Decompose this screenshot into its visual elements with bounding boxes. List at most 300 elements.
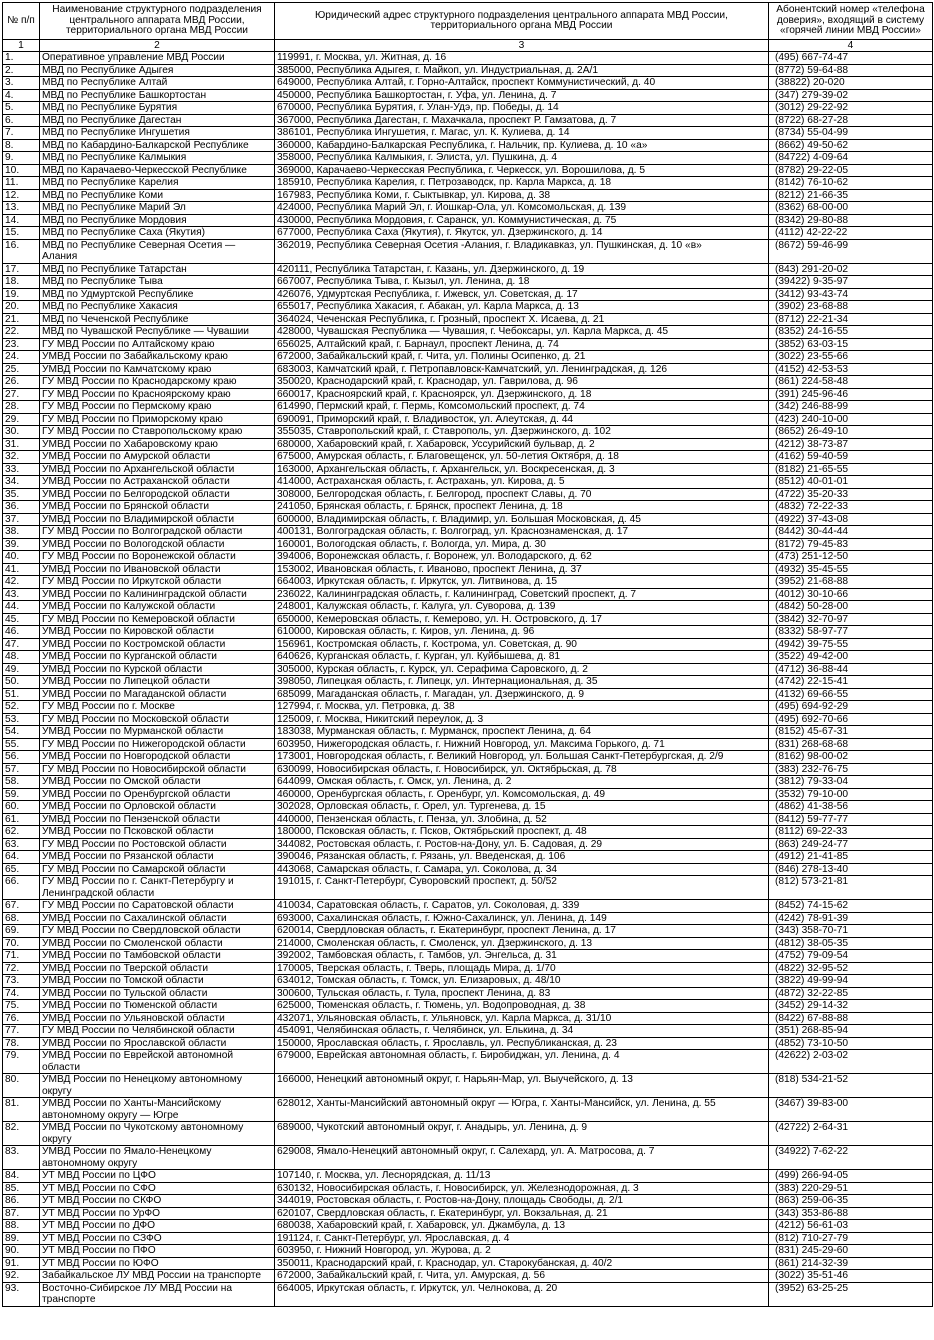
row-number-cell: 72. [3, 962, 40, 975]
legal-address-cell: 385000, Республика Адыгея, г. Майкоп, ул. Индустриальная, д. 2А/1 [275, 64, 769, 77]
row-number-cell: 57. [3, 763, 40, 776]
row-number-cell: 76. [3, 1012, 40, 1025]
row-number-cell: 27. [3, 388, 40, 401]
legal-address-cell: 630132, Новосибирская область, г. Новосибирск, ул. Железнодорожная, д. 3 [275, 1182, 769, 1195]
hotline-phone-cell: (8362) 68-00-00 [769, 202, 933, 215]
department-name-cell: УМВД России по Белгородской области [40, 488, 275, 501]
department-name-cell: УМВД России по Тверской области [40, 962, 275, 975]
table-row [3, 925, 933, 938]
department-name-cell: ГУ МВД России по Свердловской области [40, 925, 275, 938]
department-name-cell: УТ МВД России по СФО [40, 1182, 275, 1195]
department-name-cell: МВД по Республике Калмыкия [40, 152, 275, 165]
legal-address-cell: 125009, г. Москва, Никитский переулок, д. 3 [275, 713, 769, 726]
hotline-phone-cell: (846) 278-13-40 [769, 863, 933, 876]
table-row [3, 388, 933, 401]
hotline-phone-cell: (4822) 32-95-52 [769, 962, 933, 975]
row-number-cell: 20. [3, 301, 40, 314]
department-name-cell: УМВД России по Тульской области [40, 987, 275, 1000]
legal-address-cell: 350020, Краснодарский край, г. Краснодар, ул. Гаврилова, д. 96 [275, 376, 769, 389]
legal-address-cell: 460000, Оренбургская область, г. Оренбург, ул. Комсомольская, д. 49 [275, 788, 769, 801]
row-number-cell: 2. [3, 64, 40, 77]
table-row [3, 476, 933, 489]
row-number-cell: 45. [3, 613, 40, 626]
legal-address-cell: 424000, Республика Марий Эл, г. Йошкар-Ола, ул. Комсомольская, д. 139 [275, 202, 769, 215]
row-number-cell: 1. [3, 52, 40, 65]
department-name-cell: ГУ МВД России по Алтайскому краю [40, 338, 275, 351]
legal-address-cell: 683003, Камчатский край, г. Петропавловск-Камчатский, ул. Ленинградская, д. 126 [275, 363, 769, 376]
department-name-cell: МВД по Республике Саха (Якутия) [40, 227, 275, 240]
column-number: 4 [769, 40, 933, 52]
row-number-cell: 6. [3, 114, 40, 127]
table-row [3, 763, 933, 776]
legal-address-cell: 302028, Орловская область, г. Орел, ул. Тургенева, д. 15 [275, 801, 769, 814]
hotline-phone-cell: (473) 251-12-50 [769, 551, 933, 564]
department-name-cell: МВД по Республике Бурятия [40, 102, 275, 115]
department-name-cell: УМВД России по Костромской области [40, 638, 275, 651]
hotline-phone-cell: (3902) 23-68-88 [769, 301, 933, 314]
hotline-phone-cell: (4752) 79-09-54 [769, 950, 933, 963]
department-name-cell: ГУ МВД России по Самарской области [40, 863, 275, 876]
department-name-cell: МВД по Республике Тыва [40, 276, 275, 289]
legal-address-cell: 432071, Ульяновская область, г. Ульяновск, ул. Карла Маркса, д. 31/10 [275, 1012, 769, 1025]
row-number-cell: 44. [3, 601, 40, 614]
row-number-cell: 79. [3, 1050, 40, 1074]
legal-address-cell: 163000, Архангельская область, г. Архангельск, ул. Воскресенская, д. 3 [275, 463, 769, 476]
row-number-cell: 62. [3, 826, 40, 839]
hotline-phone-cell: (383) 232-76-75 [769, 763, 933, 776]
legal-address-cell: 675000, Амурская область, г. Благовещенск, ул. 50-летия Октября, д. 18 [275, 451, 769, 464]
row-number-cell: 40. [3, 551, 40, 564]
hotline-phone-cell: (4852) 73-10-50 [769, 1037, 933, 1050]
department-name-cell: УТ МВД России по ЮФО [40, 1257, 275, 1270]
table-row [3, 189, 933, 202]
department-name-cell: ГУ МВД России по Краснодарскому краю [40, 376, 275, 389]
department-name-cell: МВД по Республике Башкортостан [40, 89, 275, 102]
legal-address-cell: 690091, Приморский край, г. Владивосток, ул. Алеутская, д. 44 [275, 413, 769, 426]
legal-address-cell: 360000, Кабардино-Балкарская Республика, г. Нальчик, пр. Кулиева, д. 10 «а» [275, 139, 769, 152]
table-row [3, 738, 933, 751]
row-number-cell: 14. [3, 214, 40, 227]
hotline-phone-cell: (3452) 29-14-32 [769, 1000, 933, 1013]
table-row [3, 526, 933, 539]
legal-address-cell: 614990, Пермский край, г. Пермь, Комсомольский проспект, д. 74 [275, 401, 769, 414]
row-number-cell: 29. [3, 413, 40, 426]
table-body [3, 52, 933, 1307]
department-name-cell: УМВД России по Еврейской автономной области [40, 1050, 275, 1074]
row-number-cell: 64. [3, 851, 40, 864]
department-name-cell: ГУ МВД России по Московской области [40, 713, 275, 726]
hotline-phone-cell: (812) 710-27-79 [769, 1232, 933, 1245]
hotline-phone-cell: (8672) 59-46-99 [769, 239, 933, 263]
department-name-cell: ГУ МВД России по Пермскому краю [40, 401, 275, 414]
row-number-cell: 93. [3, 1282, 40, 1306]
table-row [3, 1182, 933, 1195]
department-name-cell: МВД по Республике Северная Осетия — Алания [40, 239, 275, 263]
row-number-cell: 92. [3, 1270, 40, 1283]
hotline-phone-cell: (861) 214-32-39 [769, 1257, 933, 1270]
legal-address-cell: 420111, Республика Татарстан, г. Казань, ул. Дзержинского, д. 19 [275, 263, 769, 276]
department-name-cell: УМВД России по Хабаровскому краю [40, 438, 275, 451]
column-number: 3 [275, 40, 769, 52]
header-phone: Абонентский номер «телефона доверия», входящий в систему «горячей линии МВД России» [769, 3, 933, 40]
table-row [3, 1170, 933, 1183]
hotline-phone-cell: (42722) 2-64-31 [769, 1122, 933, 1146]
hotline-phone-cell: (8772) 59-64-88 [769, 64, 933, 77]
hotline-phone-cell: (4922) 37-43-08 [769, 513, 933, 526]
table-row [3, 313, 933, 326]
hotline-phone-cell: (8342) 29-80-88 [769, 214, 933, 227]
department-name-cell: УМВД России по Тамбовской области [40, 950, 275, 963]
table-row [3, 177, 933, 190]
legal-address-cell: 603950, Нижегородская область, г. Нижний Новгород, ул. Максима Горького, д. 71 [275, 738, 769, 751]
department-name-cell: ГУ МВД России по Кемеровской области [40, 613, 275, 626]
legal-address-cell: 630099, Новосибирская область, г. Новосибирск, ул. Октябрьская, д. 78 [275, 763, 769, 776]
legal-address-cell: 672000, Забайкальский край, г. Чита, ул. Полины Осипенко, д. 21 [275, 351, 769, 364]
legal-address-cell: 672000, Забайкальский край, г. Чита, ул. Амурская, д. 56 [275, 1270, 769, 1283]
department-name-cell: ГУ МВД России по Приморскому краю [40, 413, 275, 426]
department-name-cell: УМВД России по Псковской области [40, 826, 275, 839]
legal-address-cell: 150000, Ярославская область, г. Ярославль, ул. Республиканская, д. 23 [275, 1037, 769, 1050]
hotline-phone-cell: (863) 259-06-35 [769, 1195, 933, 1208]
legal-address-cell: 173001, Новгородская область, г. Великий Новгород, ул. Большая Санкт-Петербургская, д. 2/9 [275, 751, 769, 764]
hotline-phone-cell: (3952) 63-25-25 [769, 1282, 933, 1306]
legal-address-cell: 364024, Чеченская Республика, г. Грозный, проспект Х. Исаева, д. 21 [275, 313, 769, 326]
row-number-cell: 11. [3, 177, 40, 190]
hotline-phone-cell: (3467) 39-83-00 [769, 1098, 933, 1122]
row-number-cell: 58. [3, 776, 40, 789]
table-row [3, 363, 933, 376]
row-number-cell: 66. [3, 876, 40, 900]
legal-address-cell: 166000, Ненецкий автономный округ, г. Нарьян-Мар, ул. Выучейского, д. 13 [275, 1074, 769, 1098]
department-name-cell: УТ МВД России по УрФО [40, 1207, 275, 1220]
hotline-phone-cell: (34922) 7-62-22 [769, 1146, 933, 1170]
department-name-cell: УМВД России по Кировской области [40, 626, 275, 639]
table-row [3, 64, 933, 77]
hotline-phone-cell: (8172) 79-45-83 [769, 538, 933, 551]
hotline-phone-cell: (818) 534-21-52 [769, 1074, 933, 1098]
legal-address-cell: 367000, Республика Дагестан, г. Махачкала, проспект Р. Гамзатова, д. 7 [275, 114, 769, 127]
department-name-cell: ГУ МВД России по г. Москве [40, 701, 275, 714]
table-row [3, 1037, 933, 1050]
column-number: 1 [3, 40, 40, 52]
legal-address-cell: 241050, Брянская область, г. Брянск, проспект Ленина, д. 18 [275, 501, 769, 514]
table-row [3, 89, 933, 102]
row-number-cell: 39. [3, 538, 40, 551]
legal-address-cell: 655017, Республика Хакасия, г. Абакан, ул. Карла Маркса, д. 13 [275, 301, 769, 314]
table-row [3, 1270, 933, 1283]
department-name-cell: МВД по Республике Мордовия [40, 214, 275, 227]
row-number-cell: 49. [3, 663, 40, 676]
row-number-cell: 87. [3, 1207, 40, 1220]
table-row [3, 127, 933, 140]
department-name-cell: УМВД России по Ивановской области [40, 563, 275, 576]
table-row [3, 1245, 933, 1258]
department-name-cell: УМВД России по Курганской области [40, 651, 275, 664]
hotline-phone-cell: (8452) 74-15-62 [769, 900, 933, 913]
row-number-cell: 89. [3, 1232, 40, 1245]
table-row [3, 139, 933, 152]
row-number-cell: 59. [3, 788, 40, 801]
row-number-cell: 69. [3, 925, 40, 938]
table-row [3, 588, 933, 601]
legal-address-cell: 355035, Ставропольский край, г. Ставрополь, ул. Дзержинского, д. 102 [275, 426, 769, 439]
department-name-cell: МВД по Кабардино-Балкарской Республике [40, 139, 275, 152]
hotline-phone-cell: (8212) 21-66-35 [769, 189, 933, 202]
table-row [3, 1232, 933, 1245]
row-number-cell: 70. [3, 937, 40, 950]
row-number-cell: 9. [3, 152, 40, 165]
department-name-cell: УТ МВД России по ДФО [40, 1220, 275, 1233]
legal-address-cell: 664003, Иркутская область, г. Иркутск, ул. Литвинова, д. 15 [275, 576, 769, 589]
row-number-cell: 31. [3, 438, 40, 451]
table-row [3, 813, 933, 826]
legal-address-cell: 610000, Кировская область, г. Киров, ул. Ленина, д. 96 [275, 626, 769, 639]
hotline-phone-cell: (8182) 21-65-55 [769, 463, 933, 476]
hotline-phone-cell: (3952) 21-68-88 [769, 576, 933, 589]
department-name-cell: УМВД России по Чукотскому автономному округу [40, 1122, 275, 1146]
hotline-phone-cell: (4212) 56-61-03 [769, 1220, 933, 1233]
legal-address-cell: 664005, Иркутская область, г. Иркутск, ул. Челнокова, д. 20 [275, 1282, 769, 1306]
legal-address-cell: 248001, Калужская область, г. Калуга, ул. Суворова, д. 139 [275, 601, 769, 614]
legal-address-cell: 634012, Томская область, г. Томск, ул. Елизаровых, д. 48/10 [275, 975, 769, 988]
department-name-cell: Оперативное управление МВД России [40, 52, 275, 65]
row-number-cell: 19. [3, 288, 40, 301]
hotline-phone-cell: (84722) 4-09-64 [769, 152, 933, 165]
legal-address-cell: 693000, Сахалинская область, г. Южно-Сахалинск, ул. Ленина, д. 149 [275, 912, 769, 925]
legal-address-cell: 620014, Свердловская область, г. Екатеринбург, проспект Ленина, д. 17 [275, 925, 769, 938]
hotline-phone-cell: (863) 249-24-77 [769, 838, 933, 851]
legal-address-cell: 214000, Смоленская область, г. Смоленск, ул. Дзержинского, д. 13 [275, 937, 769, 950]
table-row [3, 876, 933, 900]
hotline-phone-cell: (38822) 20-020 [769, 77, 933, 90]
legal-address-cell: 398050, Липецкая область, г. Липецк, ул. Интернациональная, д. 35 [275, 676, 769, 689]
department-name-cell: УМВД России по Курской области [40, 663, 275, 676]
table-row [3, 663, 933, 676]
table-row [3, 1195, 933, 1208]
table-row [3, 1000, 933, 1013]
hotline-phone-cell: (8722) 68-27-28 [769, 114, 933, 127]
legal-address-cell: 649000, Республика Алтай, г. Горно-Алтайск, проспект Коммунистический, д. 40 [275, 77, 769, 90]
table-row [3, 513, 933, 526]
row-number-cell: 3. [3, 77, 40, 90]
row-number-cell: 33. [3, 463, 40, 476]
department-name-cell: УМВД России по Ульяновской области [40, 1012, 275, 1025]
hotline-phone-cell: (4812) 38-05-35 [769, 937, 933, 950]
table-row [3, 551, 933, 564]
department-name-cell: УМВД России по Камчатскому краю [40, 363, 275, 376]
table-row [3, 102, 933, 115]
hotline-phone-cell: (4132) 69-66-55 [769, 688, 933, 701]
department-name-cell: УМВД России по Владимирской области [40, 513, 275, 526]
row-number-cell: 12. [3, 189, 40, 202]
hotline-phone-cell: (831) 245-29-60 [769, 1245, 933, 1258]
row-number-cell: 35. [3, 488, 40, 501]
legal-address-cell: 392002, Тамбовская область, г. Тамбов, ул. Энгельса, д. 31 [275, 950, 769, 963]
legal-address-cell: 358000, Республика Калмыкия, г. Элиста, ул. Пушкина, д. 4 [275, 152, 769, 165]
row-number-cell: 36. [3, 501, 40, 514]
row-number-cell: 32. [3, 451, 40, 464]
hotline-phone-cell: (4912) 21-41-85 [769, 851, 933, 864]
legal-address-cell: 153002, Ивановская область, г. Иваново, проспект Ленина, д. 37 [275, 563, 769, 576]
table-row [3, 227, 933, 240]
legal-address-cell: 685099, Магаданская область, г. Магадан, ул. Дзержинского, д. 9 [275, 688, 769, 701]
table-row [3, 576, 933, 589]
legal-address-cell: 667007, Республика Тыва, г. Кызыл, ул. Ленина, д. 18 [275, 276, 769, 289]
table-row [3, 713, 933, 726]
table-row [3, 962, 933, 975]
hotline-phone-cell: (499) 266-94-05 [769, 1170, 933, 1183]
department-name-cell: ГУ МВД России по Челябинской области [40, 1025, 275, 1038]
table-row [3, 114, 933, 127]
department-name-cell: ГУ МВД России по Новосибирской области [40, 763, 275, 776]
column-number-row [3, 40, 933, 52]
row-number-cell: 63. [3, 838, 40, 851]
row-number-cell: 67. [3, 900, 40, 913]
hotline-table [2, 2, 933, 1307]
table-row [3, 1012, 933, 1025]
legal-address-cell: 440000, Пензенская область, г. Пенза, ул. Злобина, д. 52 [275, 813, 769, 826]
department-name-cell: УМВД России по Калужской области [40, 601, 275, 614]
department-name-cell: ГУ МВД России по Нижегородской области [40, 738, 275, 751]
table-row [3, 651, 933, 664]
hotline-phone-cell: (8734) 55-04-99 [769, 127, 933, 140]
hotline-phone-cell: (8412) 59-77-77 [769, 813, 933, 826]
table-row [3, 613, 933, 626]
legal-address-cell: 680000, Хабаровский край, г. Хабаровск, Уссурийский бульвар, д. 2 [275, 438, 769, 451]
legal-address-cell: 344019, Ростовская область, г. Ростов-на-Дону, площадь Свободы, д. 2/1 [275, 1195, 769, 1208]
department-name-cell: УМВД России по Астраханской области [40, 476, 275, 489]
table-row [3, 937, 933, 950]
row-number-cell: 30. [3, 426, 40, 439]
table-row [3, 801, 933, 814]
legal-address-cell: 644099, Омская область, г. Омск, ул. Ленина, д. 2 [275, 776, 769, 789]
department-name-cell: ГУ МВД России по Красноярскому краю [40, 388, 275, 401]
hotline-phone-cell: (8782) 29-22-05 [769, 164, 933, 177]
table-row [3, 838, 933, 851]
department-name-cell: УМВД России по Ненецкому автономному округу [40, 1074, 275, 1098]
row-number-cell: 25. [3, 363, 40, 376]
department-name-cell: УМВД России по Новгородской области [40, 751, 275, 764]
hotline-phone-cell: (4932) 35-45-55 [769, 563, 933, 576]
table-row [3, 676, 933, 689]
hotline-phone-cell: (8652) 26-49-10 [769, 426, 933, 439]
hotline-phone-cell: (423) 240-10-00 [769, 413, 933, 426]
table-row [3, 239, 933, 263]
header-number: № п/п [3, 3, 40, 40]
legal-address-cell: 650000, Кемеровская область, г. Кемерово, ул. Н. Островского, д. 17 [275, 613, 769, 626]
department-name-cell: УМВД России по Брянской области [40, 501, 275, 514]
department-name-cell: Забайкальское ЛУ МВД России на транспорте [40, 1270, 275, 1283]
row-number-cell: 28. [3, 401, 40, 414]
row-number-cell: 53. [3, 713, 40, 726]
table-row [3, 975, 933, 988]
row-number-cell: 55. [3, 738, 40, 751]
department-name-cell: МВД по Республике Хакасия [40, 301, 275, 314]
legal-address-cell: 167983, Республика Коми, г. Сыктывкар, ул. Кирова, д. 38 [275, 189, 769, 202]
legal-address-cell: 400131, Волгоградская область, г. Волгоград, ул. Краснознаменская, д. 17 [275, 526, 769, 539]
department-name-cell: УМВД России по Оренбургской области [40, 788, 275, 801]
table-row [3, 1207, 933, 1220]
hotline-phone-cell: (3012) 29-22-92 [769, 102, 933, 115]
row-number-cell: 51. [3, 688, 40, 701]
legal-address-cell: 350011, Краснодарский край, г. Краснодар, ул. Старокубанская, д. 40/2 [275, 1257, 769, 1270]
hotline-phone-cell: (4012) 30-10-66 [769, 588, 933, 601]
hotline-phone-cell: (42622) 2-03-02 [769, 1050, 933, 1074]
table-row [3, 1146, 933, 1170]
hotline-phone-cell: (343) 353-86-88 [769, 1207, 933, 1220]
table-row [3, 1282, 933, 1306]
table-row [3, 326, 933, 339]
legal-address-cell: 191124, г. Санкт-Петербург, ул. Ярославская, д. 4 [275, 1232, 769, 1245]
legal-address-cell: 600000, Владимирская область, г. Владимир, ул. Большая Московская, д. 45 [275, 513, 769, 526]
department-name-cell: МВД по Республике Дагестан [40, 114, 275, 127]
table-row [3, 751, 933, 764]
table-row [3, 701, 933, 714]
legal-address-cell: 308000, Белгородская область, г. Белгород, проспект Славы, д. 70 [275, 488, 769, 501]
table-row [3, 263, 933, 276]
hotline-phone-cell: (4942) 39-75-55 [769, 638, 933, 651]
department-name-cell: ГУ МВД России по Иркутской области [40, 576, 275, 589]
department-name-cell: ГУ МВД России по Саратовской области [40, 900, 275, 913]
hotline-phone-cell: (3532) 79-10-00 [769, 788, 933, 801]
hotline-phone-cell: (495) 694-92-29 [769, 701, 933, 714]
legal-address-cell: 689000, Чукотский автономный округ, г. Анадырь, ул. Ленина, д. 9 [275, 1122, 769, 1146]
department-name-cell: МВД по Карачаево-Черкесской Республике [40, 164, 275, 177]
hotline-phone-cell: (3522) 49-42-00 [769, 651, 933, 664]
department-name-cell: УМВД России по Ханты-Мансийскому автономному округу — Югре [40, 1098, 275, 1122]
table-row [3, 788, 933, 801]
table-header [3, 3, 933, 52]
table-row [3, 851, 933, 864]
legal-address-cell: 677000, Республика Саха (Якутия), г. Якутск, ул. Дзержинского, д. 14 [275, 227, 769, 240]
table-row [3, 451, 933, 464]
hotline-phone-cell: (4722) 35-20-33 [769, 488, 933, 501]
department-name-cell: МВД по Чувашской Республике — Чувашии [40, 326, 275, 339]
hotline-phone-cell: (8662) 49-50-62 [769, 139, 933, 152]
row-number-cell: 21. [3, 313, 40, 326]
row-number-cell: 86. [3, 1195, 40, 1208]
table-row [3, 438, 933, 451]
table-row [3, 638, 933, 651]
legal-address-cell: 183038, Мурманская область, г. Мурманск, проспект Ленина, д. 64 [275, 726, 769, 739]
row-number-cell: 91. [3, 1257, 40, 1270]
hotline-phone-cell: (4152) 42-53-53 [769, 363, 933, 376]
table-row [3, 301, 933, 314]
department-name-cell: УТ МВД России по ПФО [40, 1245, 275, 1258]
department-name-cell: МВД по Удмуртской Республике [40, 288, 275, 301]
hotline-phone-cell: (4112) 42-22-22 [769, 227, 933, 240]
row-number-cell: 37. [3, 513, 40, 526]
table-row [3, 276, 933, 289]
row-number-cell: 54. [3, 726, 40, 739]
row-number-cell: 17. [3, 263, 40, 276]
hotline-phone-cell: (39422) 9-35-97 [769, 276, 933, 289]
row-number-cell: 16. [3, 239, 40, 263]
row-number-cell: 22. [3, 326, 40, 339]
hotline-phone-cell: (3022) 35-51-46 [769, 1270, 933, 1283]
table-row [3, 214, 933, 227]
department-name-cell: УТ МВД России по ЦФО [40, 1170, 275, 1183]
header-name: Наименование структурного подразделения центрального аппарата МВД России, территориального органа МВД России [40, 3, 275, 40]
department-name-cell: УТ МВД России по СКФО [40, 1195, 275, 1208]
row-number-cell: 34. [3, 476, 40, 489]
legal-address-cell: 670000, Республика Бурятия, г. Улан-Удэ, пр. Победы, д. 14 [275, 102, 769, 115]
column-number: 2 [40, 40, 275, 52]
department-name-cell: ГУ МВД России по Воронежской области [40, 551, 275, 564]
hotline-phone-cell: (8332) 58-97-77 [769, 626, 933, 639]
table-row [3, 1220, 933, 1233]
department-name-cell: МВД по Республике Коми [40, 189, 275, 202]
